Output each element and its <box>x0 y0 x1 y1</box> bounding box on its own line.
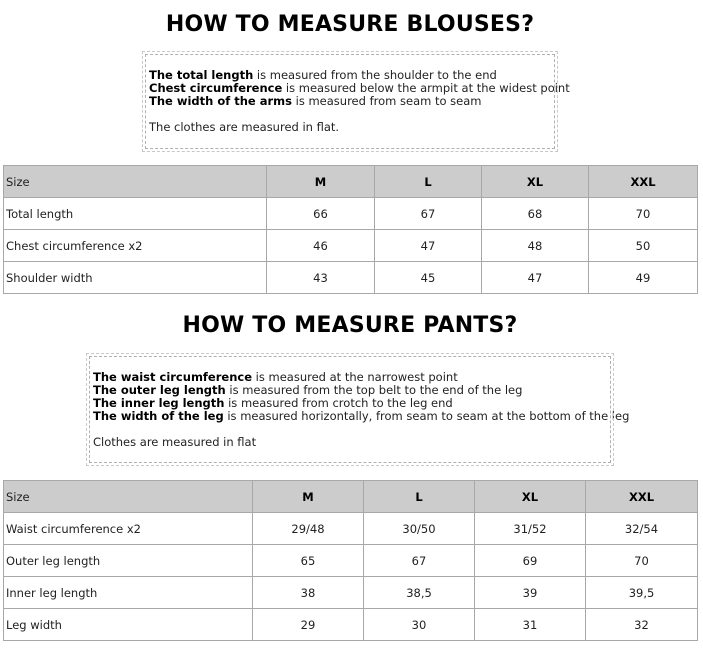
blouses-measure-instructions <box>145 54 570 149</box>
table-cell: 50 <box>589 230 698 262</box>
table-cell: 67 <box>375 198 482 230</box>
table-cell: 31 <box>475 609 586 641</box>
table-row <box>4 609 698 641</box>
note-term: The outer leg length <box>93 383 226 397</box>
note-term: The waist circumference <box>93 370 253 384</box>
table-row <box>4 262 698 294</box>
table-header-row <box>4 481 698 513</box>
note-text: is measured at the narrowest point <box>252 370 458 384</box>
note-term: Chest circumference <box>149 81 283 95</box>
blouses-size-table <box>3 165 698 294</box>
table-row <box>4 230 698 262</box>
header-cell: XL <box>482 166 589 198</box>
header-cell: XXL <box>589 166 698 198</box>
table-cell: 47 <box>482 262 589 294</box>
table-cell: 70 <box>586 545 698 577</box>
note-text: is measured from the shoulder to the end <box>253 68 497 82</box>
row-label: Outer leg length <box>4 545 253 577</box>
table-cell: 48 <box>482 230 589 262</box>
table-row <box>4 513 698 545</box>
table-header-row <box>4 166 698 198</box>
table-cell: 39 <box>475 577 586 609</box>
table-cell: 46 <box>267 230 375 262</box>
note-term: The width of the leg <box>93 409 224 423</box>
header-cell: Size <box>4 166 267 198</box>
row-label: Waist circumference x2 <box>4 513 253 545</box>
row-label: Leg width <box>4 609 253 641</box>
row-label: Inner leg length <box>4 577 253 609</box>
table-cell: 69 <box>475 545 586 577</box>
note-line <box>93 409 630 423</box>
table-cell: 70 <box>589 198 698 230</box>
header-cell: XL <box>475 481 586 513</box>
note-line <box>149 95 551 108</box>
pants-title: HOW TO MEASURE PANTS? <box>182 313 518 338</box>
note-term: The width of the arms <box>149 94 292 108</box>
row-label: Chest circumference x2 <box>4 230 267 262</box>
table-cell: 32 <box>586 609 698 641</box>
header-cell: M <box>253 481 364 513</box>
table-cell: 65 <box>253 545 364 577</box>
table-row <box>4 545 698 577</box>
table-cell: 45 <box>375 262 482 294</box>
table-cell: 39,5 <box>586 577 698 609</box>
pants-size-table <box>3 480 698 641</box>
note-text: is measured from crotch to the leg end <box>224 396 453 410</box>
table-cell: 30/50 <box>364 513 475 545</box>
table-cell: 66 <box>267 198 375 230</box>
table-cell: 49 <box>589 262 698 294</box>
note-text: is measured from seam to seam <box>291 94 482 108</box>
note-term: The total length <box>149 68 254 82</box>
note-text: is measured horizontally, from seam to seam at the bottom of the leg <box>223 409 630 423</box>
header-cell: M <box>267 166 375 198</box>
table-cell: 67 <box>364 545 475 577</box>
header-cell: L <box>364 481 475 513</box>
header-cell: L <box>375 166 482 198</box>
header-cell: Size <box>4 481 253 513</box>
table-cell: 29/48 <box>253 513 364 545</box>
blouses-title: HOW TO MEASURE BLOUSES? <box>165 12 535 37</box>
table-row <box>4 198 698 230</box>
table-cell: 29 <box>253 609 364 641</box>
table-cell: 43 <box>267 262 375 294</box>
table-cell: 38,5 <box>364 577 475 609</box>
table-cell: 31/52 <box>475 513 586 545</box>
table-cell: 38 <box>253 577 364 609</box>
table-cell: 32/54 <box>586 513 698 545</box>
pants-measure-instructions <box>89 356 630 463</box>
row-label: Shoulder width <box>4 262 267 294</box>
note-footnote: Clothes are measured in flat <box>93 435 257 449</box>
row-label: Total length <box>4 198 267 230</box>
note-text: is measured from the top belt to the end of the leg <box>225 383 523 397</box>
table-cell: 30 <box>364 609 475 641</box>
table-row <box>4 577 698 609</box>
table-cell: 68 <box>482 198 589 230</box>
header-cell: XXL <box>586 481 698 513</box>
table-cell: 47 <box>375 230 482 262</box>
note-footnote: The clothes are measured in flat. <box>149 120 340 134</box>
note-text: is measured below the armpit at the widest point <box>282 81 570 95</box>
note-term: The inner leg length <box>93 396 225 410</box>
